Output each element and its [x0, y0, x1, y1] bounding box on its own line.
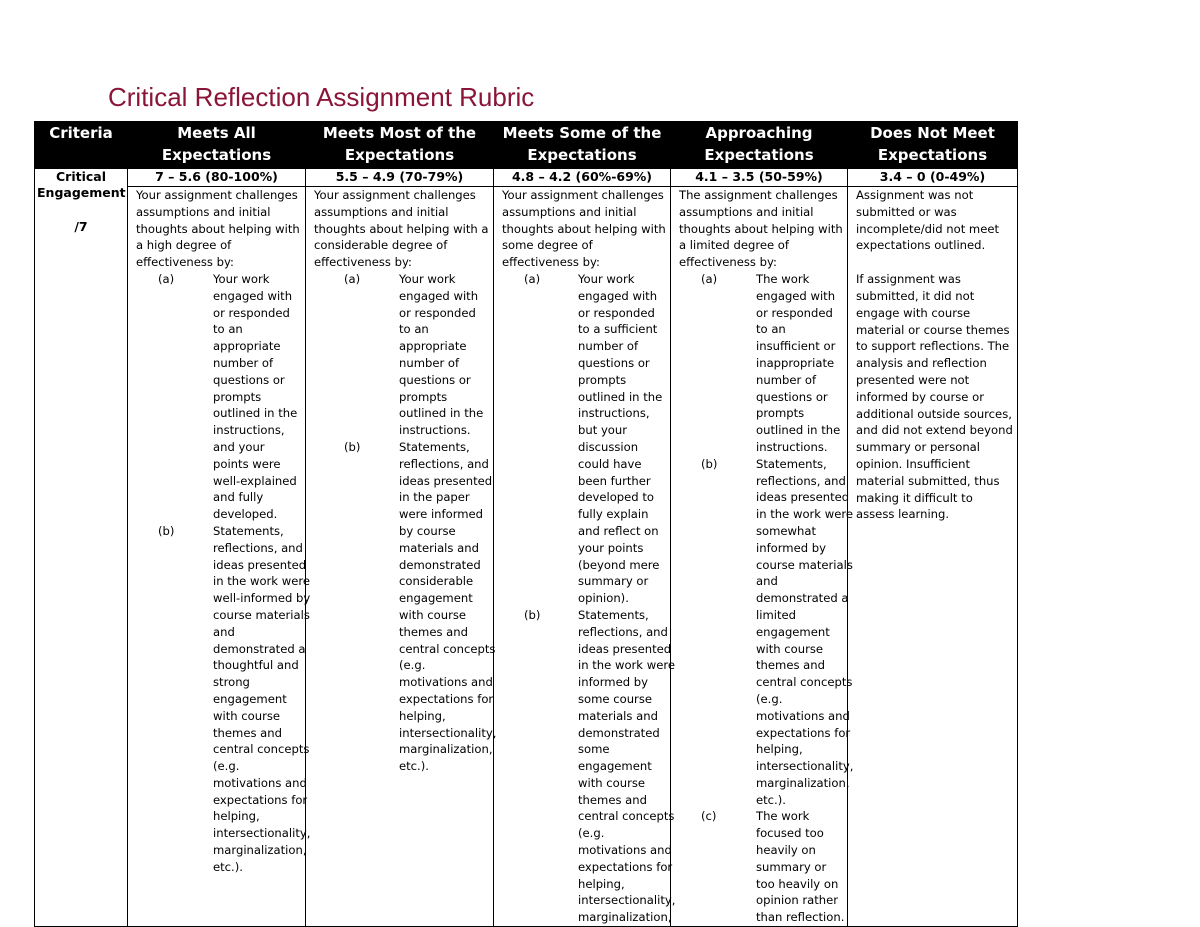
desc-intro: Your assignment challenges assumptions and initial thoughts about helping with a considerable degree of effectiveness by:	[314, 188, 489, 270]
criterion-label: Critical Engagement	[37, 169, 126, 200]
header-approaching	[671, 122, 848, 169]
list-item	[130, 523, 311, 876]
list-marker: (b)	[344, 439, 361, 454]
list-item	[496, 607, 676, 926]
list-marker: (a)	[524, 271, 541, 286]
header-meets-some	[494, 122, 671, 169]
list-text: Your work engaged with or responded to an appropriate number of questions or prompts outlined in the instructions.	[399, 271, 484, 438]
header-meets-some-label: Meets Some of the Expectations	[502, 124, 662, 164]
desc-meets-some	[494, 187, 676, 927]
criteria-list	[496, 271, 676, 926]
desc-does-not-meet	[848, 187, 1018, 927]
score-range-approaching: 4.1 – 3.5 (50-59%)	[671, 169, 848, 187]
list-marker: (b)	[701, 456, 718, 471]
criterion-score: /7	[74, 219, 88, 234]
header-row	[35, 122, 1018, 169]
desc-paragraph-2: If assignment was submitted, it did not engage with course material or course themes to support reflections. The analysis and reflection presented were not informed by course or additional outside sources, and did not extend beyond summary or personal opinion. Insufficient material submitted, thus making it difficult to assess learning.	[856, 272, 1013, 522]
desc-approaching	[671, 187, 854, 927]
list-text: Statements, reflections, and ideas presented in the work were well-informed by course materials and demonstrated a thoughtful and strong engagement with course themes and central concepts (e.g. motivations and expectations for helping, intersectionality, marginalization, etc.).	[213, 523, 311, 874]
page-title: Critical Reflection Assignment Rubric	[108, 82, 535, 112]
header-does-not-meet	[848, 122, 1018, 169]
list-text: Statements, reflections, and ideas presented in the work were somewhat informed by course materials and demonstrated a limited engagement with course themes and central concepts (e.g. motivations and expectations for helping, intersectionality, marginalization, etc.).	[756, 456, 854, 807]
header-meets-all	[128, 122, 306, 169]
list-text: Statements, reflections, and ideas presented in the paper were informed by course materials and demonstrated considerable engagement with course themes and central concepts (e.g. motivations and expectations for helping, intersectionality, marginalization, etc.).	[399, 439, 497, 774]
list-item	[673, 808, 845, 926]
score-row	[35, 169, 1018, 187]
list-item	[130, 271, 303, 523]
score-range-meets-some: 4.8 – 4.2 (60%-69%)	[494, 169, 671, 187]
list-marker: (c)	[701, 809, 717, 824]
header-meets-most-label: Meets Most of the Expectations	[322, 124, 477, 164]
header-does-not-meet-label: Does Not Meet Expectations	[870, 124, 995, 164]
criteria-list	[308, 271, 497, 775]
desc-meets-most	[306, 187, 497, 927]
desc-intro: Your assignment challenges assumptions and initial thoughts about helping with some degree of effectiveness by:	[502, 188, 666, 270]
list-marker: (a)	[701, 271, 718, 286]
criterion-cell	[35, 169, 128, 927]
header-meets-all-label: Meets All Expectations	[161, 124, 272, 164]
score-range-does-not-meet: 3.4 – 0 (0-49%)	[848, 169, 1018, 187]
list-marker: (b)	[158, 523, 175, 538]
list-marker: (a)	[158, 271, 175, 286]
paragraph-spacer	[850, 254, 1015, 271]
header-criteria-label: Criteria	[49, 124, 113, 142]
list-text: Statements, reflections, and ideas presented in the work were informed by some course materials and demonstrated some engagement with course themes and central concepts (e.g. motivations and expectations for helping, intersectionality, marginalization,	[578, 607, 676, 925]
list-item	[496, 271, 668, 607]
list-item	[673, 271, 845, 456]
list-item	[308, 271, 491, 439]
list-marker: (b)	[524, 607, 541, 622]
list-text: The work engaged with or responded to an insufficient or inappropriate number of questions or prompts outlined in the instructions.	[756, 271, 841, 454]
list-text: Your work engaged with or responded to an appropriate number of questions or prompts outlined in the instructions, and your points were well-explained and fully developed.	[213, 271, 298, 522]
header-meets-most	[306, 122, 494, 169]
desc-paragraph-1: Assignment was not submitted or was incomplete/did not meet expectations outlined.	[856, 188, 1000, 253]
list-text: Your work engaged with or responded to a sufficient number of questions or prompts outlined in the instructions, but your discussion could have been further developed to fully explain and reflect on your points (beyond mere summary or opinion).	[578, 271, 663, 606]
list-item	[308, 439, 497, 775]
desc-meets-all	[128, 187, 311, 927]
list-item	[673, 456, 854, 809]
list-marker: (a)	[344, 271, 361, 286]
list-text: The work focused too heavily on summary or too heavily on opinion rather than reflection.	[756, 809, 845, 925]
header-approaching-label: Approaching Expectations	[704, 124, 814, 164]
score-range-meets-most: 5.5 – 4.9 (70-79%)	[306, 169, 494, 187]
desc-intro: The assignment challenges assumptions and initial thoughts about helping with a limited degree of effectiveness by:	[679, 188, 843, 270]
criteria-list	[673, 271, 854, 926]
description-row	[35, 187, 1018, 927]
header-criteria	[35, 122, 128, 169]
desc-intro: Your assignment challenges assumptions and initial thoughts about helping with a high degree of effectiveness by:	[136, 188, 300, 270]
score-range-meets-all: 7 – 5.6 (80-100%)	[128, 169, 306, 187]
criteria-list	[130, 271, 311, 876]
rubric-table	[34, 121, 1018, 927]
